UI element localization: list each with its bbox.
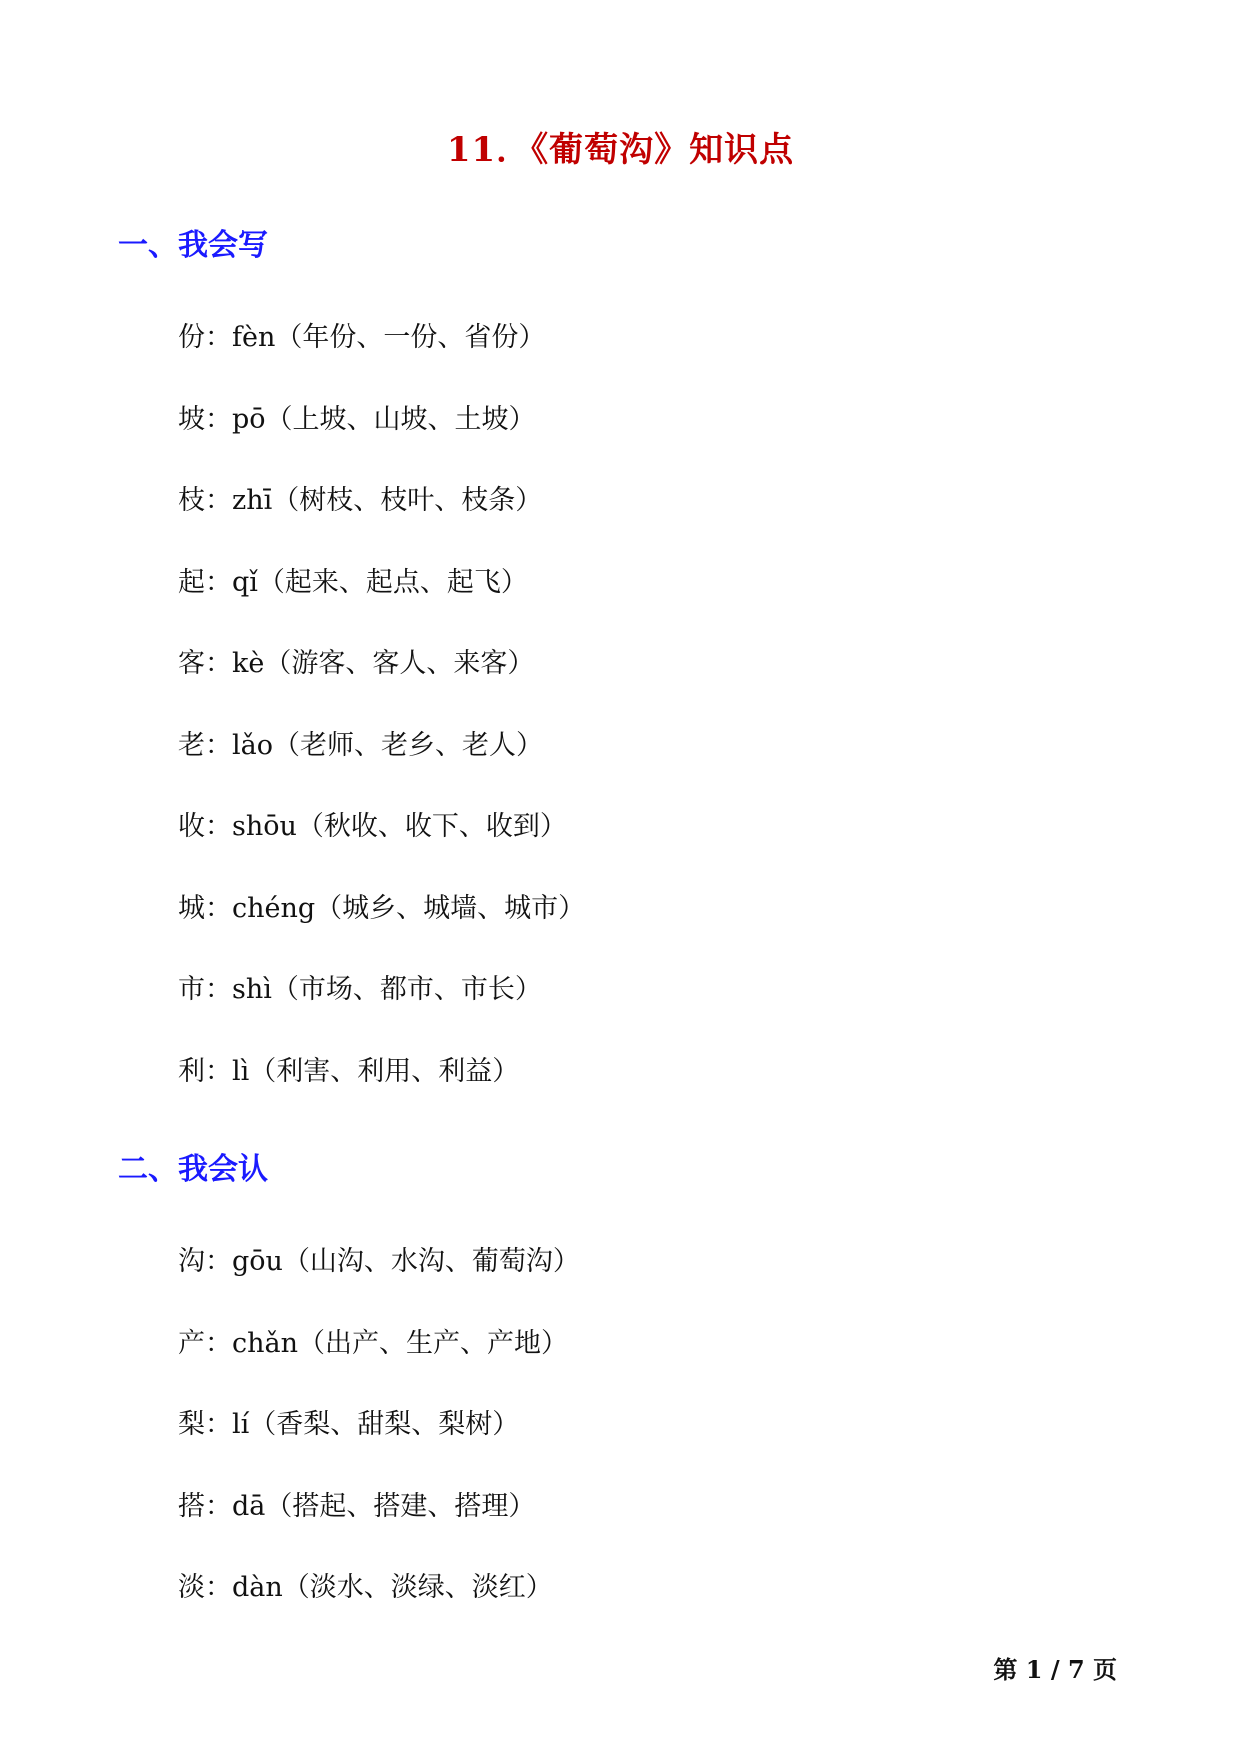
list-item: 市：shì（市场、都市、市长） (178, 974, 542, 1005)
entry-words: （秋收、收下、收到） (296, 811, 567, 842)
page-number-current: 1 (1025, 1655, 1043, 1684)
entry-words: （起来、起点、起飞） (257, 566, 528, 598)
list-item: 淡：dàn（淡水、淡绿、淡红） (178, 1572, 553, 1603)
list-item: 城：chéng（城乡、城墙、城市） (178, 892, 586, 924)
entry-pinyin: zhī (232, 485, 273, 516)
entry-char: 市 (178, 974, 205, 1005)
entry-words: （出产、生产、产地） (298, 1327, 568, 1359)
entry-pinyin: chǎn (232, 1327, 298, 1359)
entry-char: 沟 (178, 1246, 205, 1277)
entry-words: （香梨、甜梨、梨树） (249, 1409, 520, 1440)
entry-words: （树枝、枝叶、枝条） (272, 485, 543, 516)
entry-pinyin: kè (232, 648, 265, 679)
entry-char: 利 (178, 1055, 205, 1087)
list-item: 坡：pō（上坡、山坡、土坡） (178, 403, 536, 435)
list-item: 收：shōu（秋收、收下、收到） (178, 811, 567, 842)
entry-words: （上坡、山坡、土坡） (265, 403, 536, 435)
list-item: 老：lǎo（老师、老乡、老人） (178, 729, 543, 761)
section-heading-write: 一、我会写 (118, 228, 268, 263)
list-item: 沟：gōu（山沟、水沟、葡萄沟） (178, 1246, 580, 1277)
entry-pinyin: chéng (232, 892, 316, 924)
list-item: 搭：dā（搭起、搭建、搭理） (178, 1490, 536, 1522)
entry-char: 城 (178, 892, 205, 924)
page-number (993, 1654, 1117, 1686)
entry-words: （年份、一份、省份） (275, 322, 546, 353)
entry-char: 梨 (178, 1409, 205, 1440)
entry-pinyin: shì (232, 974, 272, 1005)
entry-words: （老师、老乡、老人） (273, 729, 543, 761)
page-number-total: 7 (1067, 1655, 1085, 1684)
page-number-prefix: 第 (993, 1655, 1018, 1684)
list-item: 起：qǐ（起来、起点、起飞） (178, 566, 528, 598)
list-item: 梨：lí（香梨、甜梨、梨树） (178, 1409, 520, 1440)
entry-words: （淡水、淡绿、淡红） (282, 1572, 553, 1603)
entry-pinyin: fèn (232, 322, 276, 353)
entry-words: （山沟、水沟、葡萄沟） (282, 1246, 580, 1277)
entry-words: （利害、利用、利益） (249, 1055, 520, 1087)
list-item: 利：lì（利害、利用、利益） (178, 1055, 520, 1087)
entry-pinyin: qǐ (232, 566, 258, 598)
entry-char: 坡 (178, 403, 205, 435)
list-item: 枝：zhī（树枝、枝叶、枝条） (178, 485, 543, 516)
list-item: 客：kè（游客、客人、来客） (178, 648, 535, 679)
entry-char: 枝 (178, 485, 205, 516)
page-number-suffix: 页 (1093, 1655, 1117, 1684)
page-title: 11．《葡萄沟》知识点 (446, 130, 795, 170)
entry-pinyin: shōu (232, 811, 297, 842)
entry-char: 搭 (178, 1490, 205, 1522)
entry-pinyin: lí (232, 1409, 250, 1440)
entry-pinyin: dàn (232, 1572, 283, 1603)
entry-char: 淡 (178, 1572, 205, 1603)
entry-words: （市场、都市、市长） (271, 974, 542, 1005)
entry-char: 起 (178, 566, 205, 598)
entry-pinyin: gōu (232, 1246, 283, 1277)
section-heading-recognize: 二、我会认 (118, 1152, 268, 1187)
entry-words: （游客、客人、来客） (264, 648, 535, 679)
entry-char: 收 (178, 811, 205, 842)
list-item: 份：fèn（年份、一份、省份） (178, 322, 546, 353)
recognize-entry-list (178, 1242, 580, 1650)
list-item: 产：chǎn（出产、生产、产地） (178, 1327, 568, 1359)
entry-char: 老 (178, 729, 205, 761)
entry-words: （搭起、搭建、搭理） (265, 1490, 536, 1522)
entry-pinyin: dā (232, 1490, 266, 1522)
write-entry-list (178, 318, 585, 1133)
entry-words: （城乡、城墙、城市） (315, 892, 586, 924)
entry-char: 产 (178, 1327, 205, 1359)
entry-pinyin: lǎo (232, 729, 273, 761)
entry-pinyin: lì (232, 1055, 250, 1087)
entry-char: 份 (178, 322, 205, 353)
page-number-separator: / (1050, 1655, 1060, 1684)
entry-char: 客 (178, 648, 205, 679)
entry-pinyin: pō (232, 403, 266, 435)
